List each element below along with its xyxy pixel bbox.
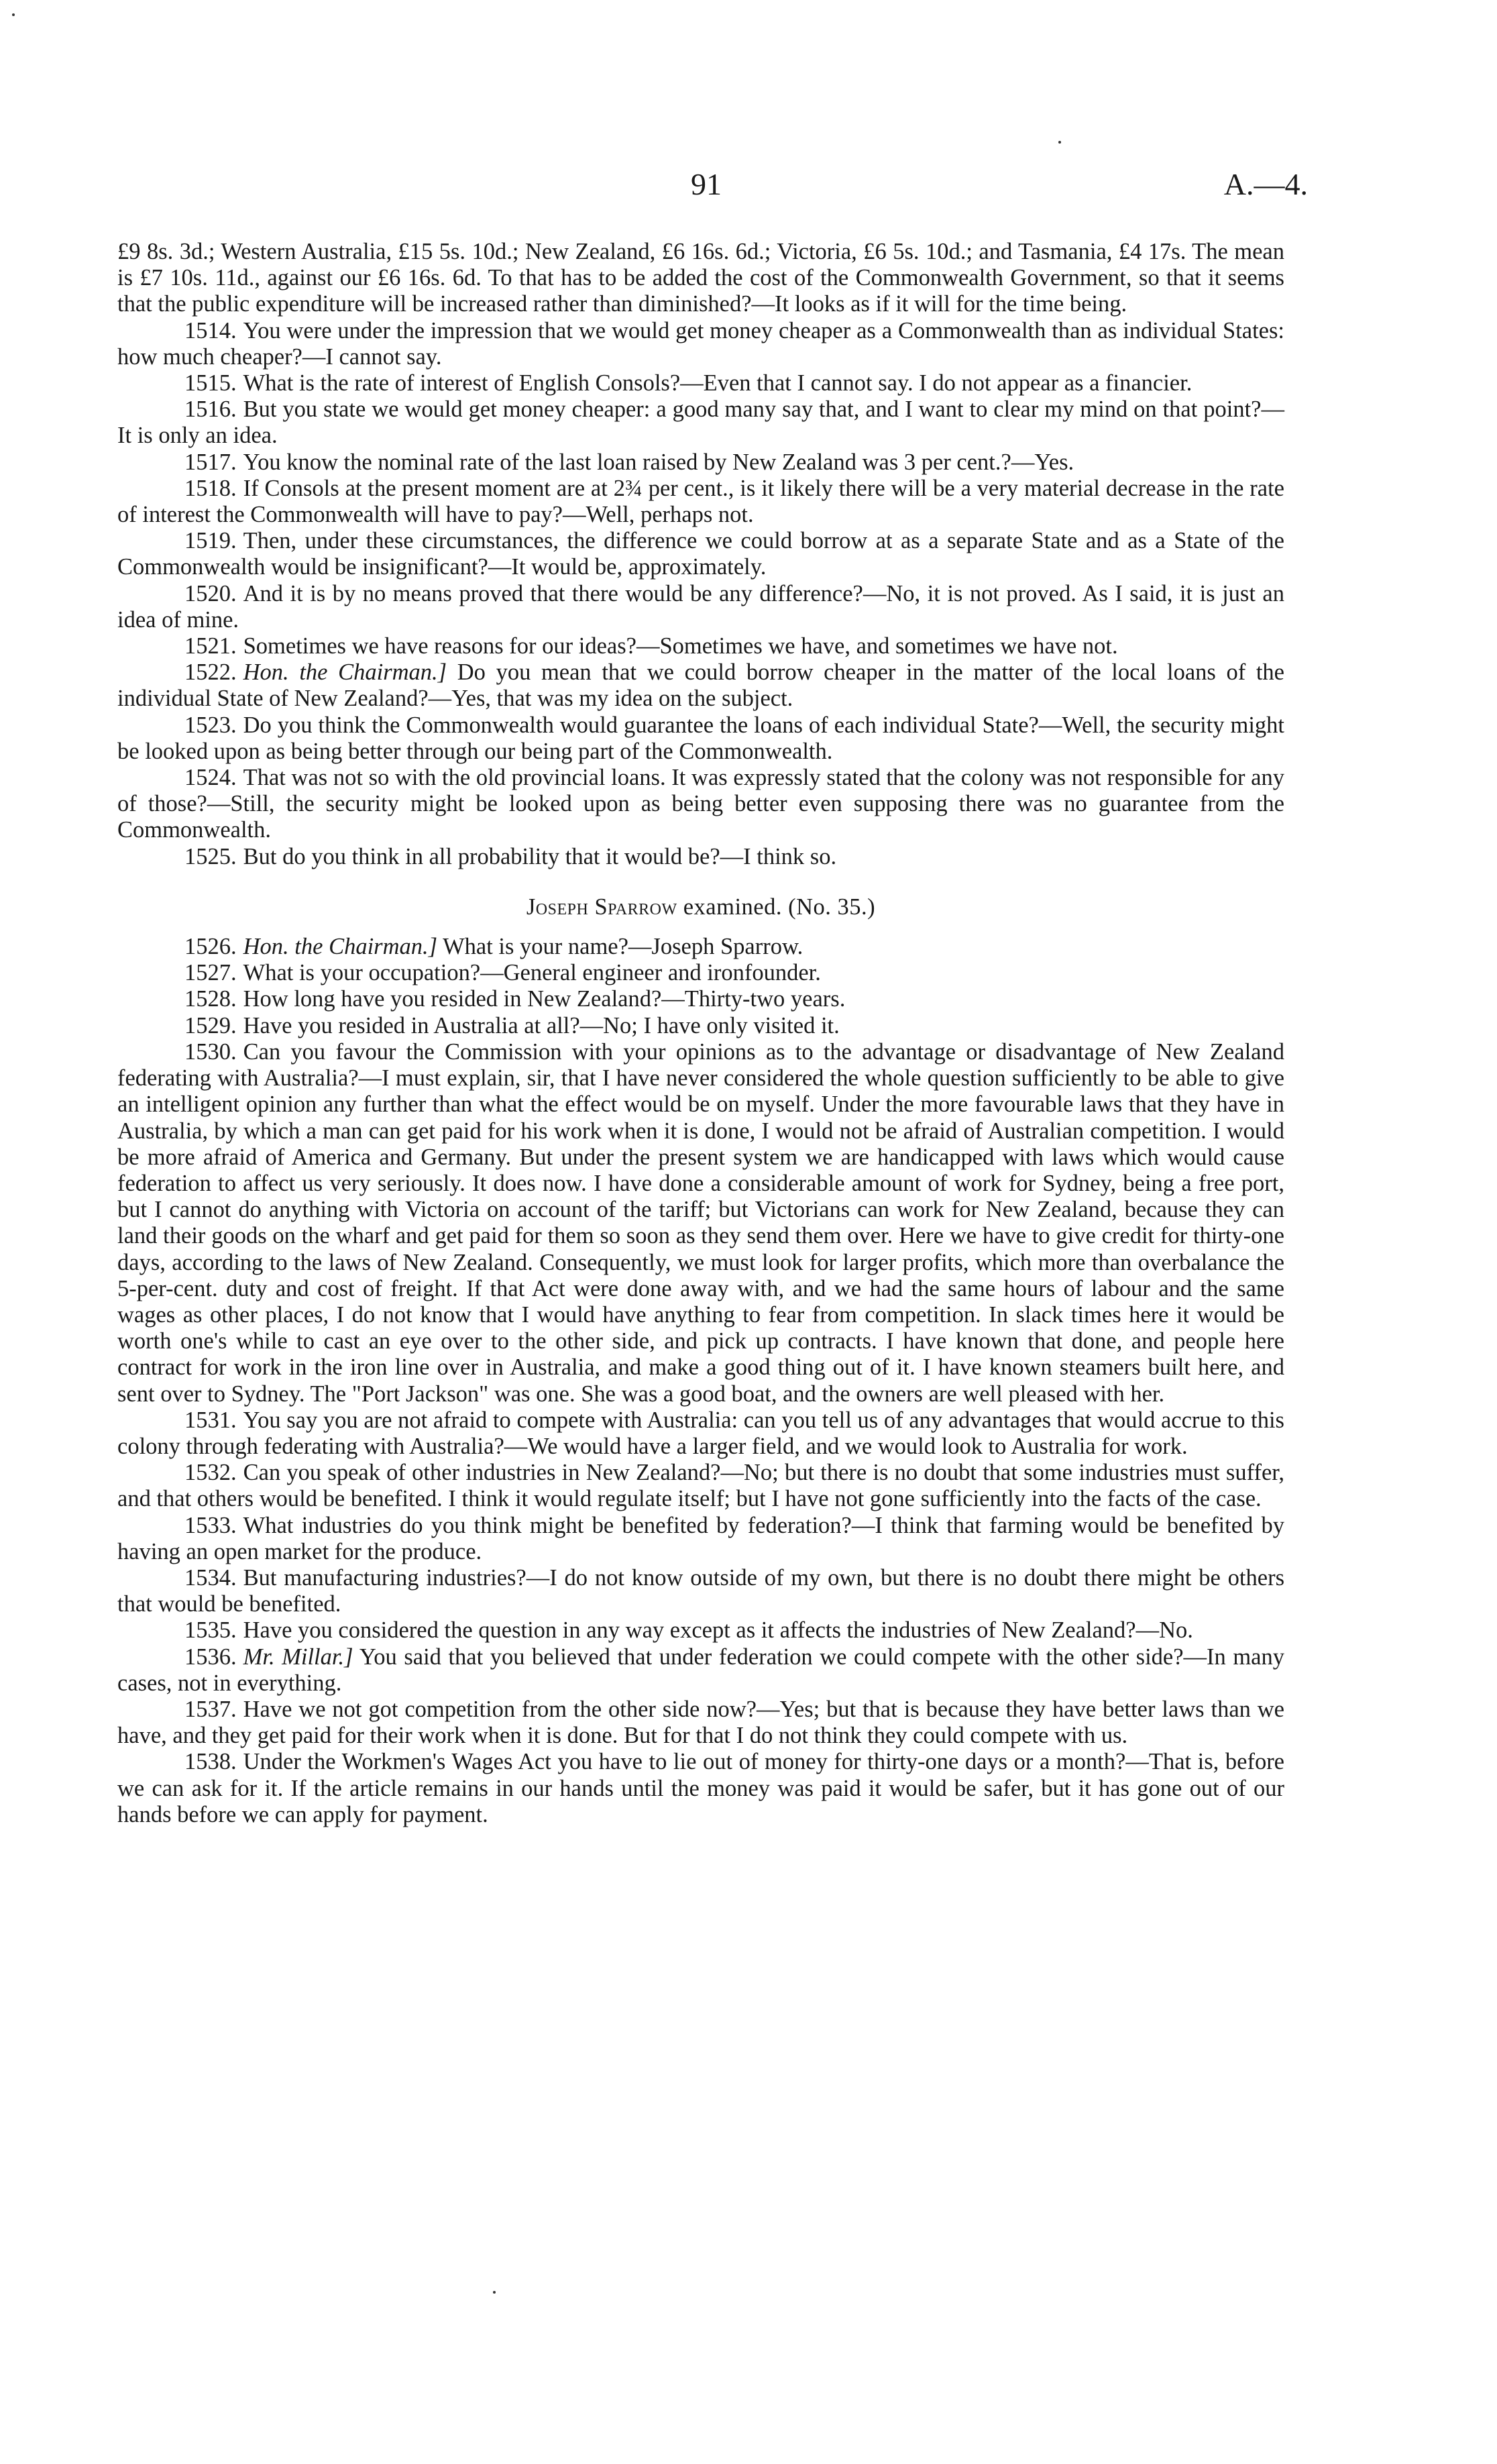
question-1519 [117, 528, 1284, 580]
question-text: You were under the impression that we would get money cheaper as a Commonwealth than as individual States: how much cheaper?—I cannot say. [117, 317, 1284, 370]
question-number: 1527. [184, 960, 237, 986]
witness-heading [117, 894, 1284, 920]
question-1525 [117, 844, 1284, 870]
question-number: 1522. [184, 659, 237, 686]
question-1538 [117, 1749, 1284, 1828]
speaker-label: Hon. the Chairman.] [243, 934, 438, 960]
question-number: 1524. [184, 765, 237, 791]
speaker-label: Mr. Millar.] [243, 1644, 353, 1670]
question-text: Can you speak of other industries in New Zealand?—No; but there is no doubt that some industries must suffer, and that others would be benefited. I think it would regulate itself; but I have not gone sufficiently into the facts of the case. [117, 1460, 1284, 1512]
question-1536 [117, 1644, 1284, 1697]
question-number: 1535. [184, 1617, 237, 1644]
question-number: 1528. [184, 986, 237, 1012]
page-header [0, 166, 1497, 213]
question-1524 [117, 765, 1284, 844]
question-1528 [117, 986, 1284, 1012]
print-speck [1058, 141, 1061, 144]
question-text: You said that you believed that under federation we could compete with the other side?—In many cases, not in everything. [117, 1644, 1284, 1696]
print-speck [12, 13, 15, 16]
question-number: 1538. [184, 1749, 237, 1775]
question-1514 [117, 318, 1284, 370]
question-text: Under the Workmen's Wages Act you have to lie out of money for thirty-one days or a month?—That is, before we can ask for it. If the article remains in our hands until the money was paid it would be safer, but it has gone out of our hands before we can apply for payment. [117, 1749, 1284, 1827]
question-1529 [117, 1013, 1284, 1039]
question-1521 [117, 633, 1284, 659]
question-1520 [117, 581, 1284, 633]
question-number: 1531. [184, 1407, 237, 1433]
question-number: 1523. [184, 712, 237, 738]
question-1531 [117, 1407, 1284, 1460]
question-text: Do you think the Commonwealth would guarantee the loans of each individual State?—Well, the security might be looked upon as being better through our being part of the Commonwealth. [117, 712, 1284, 764]
question-number: 1529. [184, 1012, 237, 1038]
question-number: 1536. [184, 1644, 237, 1670]
question-text: But do you think in all probability that it would be?—I think so. [243, 843, 837, 869]
question-text: Then, under these circumstances, the difference we could borrow at as a separate State and as a State of the Commonwealth would be insignificant?—It would be, approximately. [117, 528, 1284, 580]
question-text: That was not so with the old provincial loans. It was expressly stated that the colony was not responsible for any of those?—Still, the security might be looked upon as being better even supposing there was no guarantee from the Commonwealth. [117, 765, 1284, 843]
document-body [117, 239, 1284, 1828]
question-number: 1520. [184, 580, 237, 606]
question-number: 1521. [184, 633, 237, 659]
question-1515 [117, 370, 1284, 396]
question-text: Can you favour the Commission with your opinions as to the advantage or disadvantage of New Zealand federating with Australia?—I must explain, sir, that I have never considered the whole question sufficiently to be able to give an intelligent opinion any further than what the effect would be on myself. Under the more favourable laws that they have in Australia, by which a man can get paid for his work when it is done, I would not be afraid of Australian competition. I would be more afraid of America and Germany. But under the present system we are handicapped with laws which would cause federation to affect us very seriously. It does now. I have done a considerable amount of work for Sydney, being a free port, but I cannot do anything with Victoria on account of the tariff; but Victorians can work for New Zealand, because they can land their goods on the wharf and get paid for them so soon as they send them over. Here we have to give credit for thirty-one days, according to the laws of New Zealand. Consequently, we must look for larger profits, which more than overbalance the 5-per-cent. duty and cost of freight. If that Act were done away with, and we had the same hours of labour and the same wages as other places, I do not know that I would have anything to fear from competition. In slack times here it would be worth one's while to cast an eye over to the other side, and pick up contracts. I have known that done, and people here contract for work in the iron line over in Australia, and make a good thing out of it. I have known steamers built here, and sent over to Sydney. The "Port Jackson" was one. She was a good boat, and the owners are well pleased with her. [117, 1038, 1284, 1407]
document-reference: A.—4. [1223, 167, 1308, 201]
paragraph-text: £9 8s. 3d.; Western Australia, £15 5s. 10d.; New Zealand, £6 16s. 6d.; Victoria, £6 5s. 10d.; and Tasmania, £4 17s. The mean is £7 10s. 11d., against our £6 16s. 6d. To that has to be added the cost of the Commonwealth Government, so that it seems that the public expenditure will be increased rather than diminished?—It looks as if it will for the time being. [117, 239, 1284, 317]
question-number: 1516. [184, 396, 237, 423]
question-text: Have you resided in Australia at all?—No; I have only visited it. [243, 1012, 840, 1038]
question-number: 1518. [184, 475, 237, 501]
question-number: 1514. [184, 317, 237, 343]
question-1532 [117, 1460, 1284, 1512]
question-1534 [117, 1565, 1284, 1617]
question-number: 1525. [184, 843, 237, 869]
question-1527 [117, 960, 1284, 986]
question-text: You say you are not afraid to compete with Australia: can you tell us of any advantages that would accrue to this colony through federating with Australia?—We would have a larger field, and we would look to Australia for work. [117, 1407, 1284, 1459]
question-number: 1530. [184, 1038, 237, 1065]
question-text: Sometimes we have reasons for our ideas?—Sometimes we have, and sometimes we have not. [243, 633, 1118, 659]
question-text: Do you mean that we could borrow cheaper in the matter of the local loans of the individual State of New Zealand?—Yes, that was my idea on the subject. [117, 659, 1284, 712]
question-text: How long have you resided in New Zealand?—Thirty-two years. [243, 986, 846, 1012]
question-1516 [117, 396, 1284, 449]
speaker-label: Hon. the Chairman.] [243, 659, 447, 686]
paragraph [117, 239, 1284, 318]
question-1523 [117, 712, 1284, 765]
question-1533 [117, 1513, 1284, 1565]
question-text: What is your name?—Joseph Sparrow. [443, 934, 803, 960]
question-number: 1533. [184, 1512, 237, 1538]
question-text: What industries do you think might be benefited by federation?—I think that farming would be benefited by having an open market for the produce. [117, 1512, 1284, 1564]
question-text: And it is by no means proved that there would be any difference?—No, it is not proved. As I said, it is just an idea of mine. [117, 580, 1284, 633]
question-1517 [117, 449, 1284, 476]
question-text: You know the nominal rate of the last loan raised by New Zealand was 3 per cent.?—Yes. [243, 449, 1074, 475]
witness-name: Joseph Sparrow [526, 894, 677, 920]
question-text: Have you considered the question in any way except as it affects the industries of New Zealand?—No. [243, 1617, 1193, 1644]
page-number: 91 [691, 167, 722, 201]
question-text: If Consols at the present moment are at 2¾ per cent., is it likely there will be a very material decrease in the rate of interest the Commonwealth will have to pay?—Well, perhaps not. [117, 475, 1284, 528]
question-number: 1537. [184, 1696, 237, 1722]
question-1530 [117, 1039, 1284, 1407]
question-number: 1534. [184, 1564, 237, 1591]
question-1518 [117, 476, 1284, 528]
witness-heading-suffix: examined. (No. 35.) [683, 894, 876, 920]
question-1535 [117, 1617, 1284, 1644]
question-text: Have we not got competition from the other side now?—Yes; but that is because they have better laws than we have, and they get paid for their work when it is done. But for that I do not think they could compete with us. [117, 1696, 1284, 1749]
question-text: But manufacturing industries?—I do not know outside of my own, but there is no doubt there might be others that would be benefited. [117, 1564, 1284, 1617]
print-speck [493, 2291, 496, 2294]
question-number: 1532. [184, 1460, 237, 1486]
question-1526 [117, 934, 1284, 960]
question-number: 1517. [184, 449, 237, 475]
question-number: 1515. [184, 370, 237, 396]
question-1537 [117, 1697, 1284, 1749]
question-number: 1526. [184, 934, 237, 960]
question-number: 1519. [184, 528, 237, 554]
question-text: But you state we would get money cheaper: a good many say that, and I want to clear my mind on that point?—It is only an idea. [117, 396, 1284, 449]
question-text: What is your occupation?—General engineer and ironfounder. [243, 960, 821, 986]
question-1522 [117, 659, 1284, 712]
question-text: What is the rate of interest of English Consols?—Even that I cannot say. I do not appear as a financier. [243, 370, 1193, 396]
